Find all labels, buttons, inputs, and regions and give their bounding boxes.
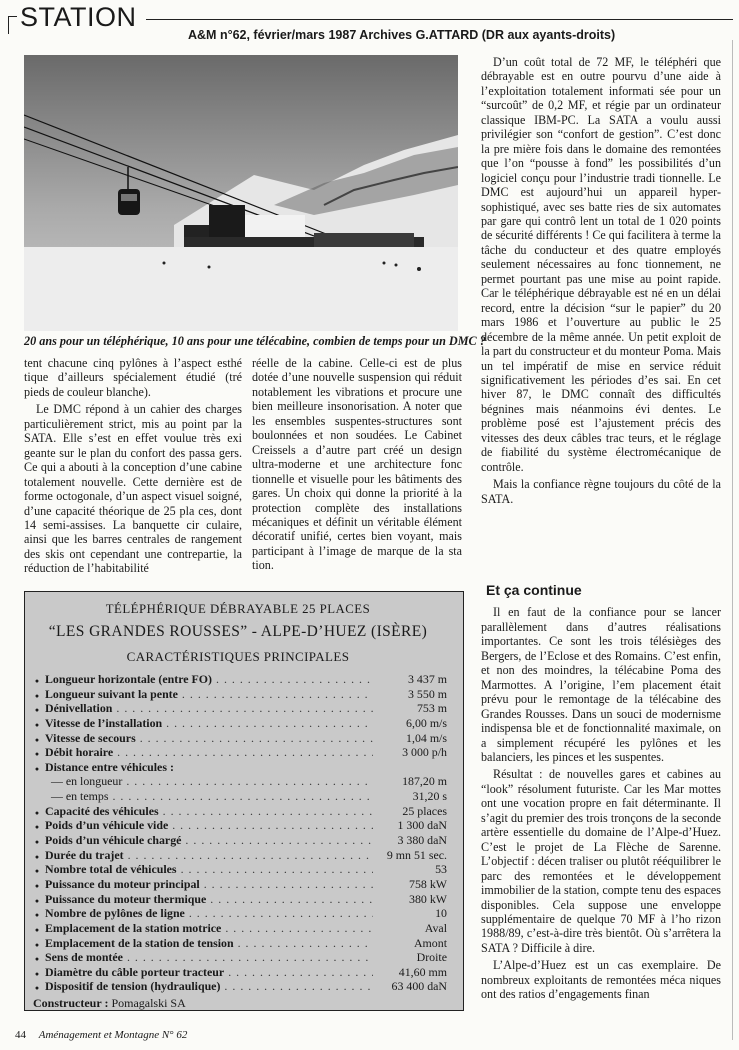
dot-leader bbox=[225, 921, 373, 936]
spec-label: Nombre de pylônes de ligne bbox=[45, 906, 185, 921]
spec-label: Distance entre véhicules : bbox=[45, 759, 174, 774]
dot-leader bbox=[238, 936, 373, 951]
text-line: SATA a voulu aussi privilégier son bbox=[481, 112, 721, 142]
text-line: pieds de couleur blanche). bbox=[24, 384, 151, 399]
text-line: de la télécabine des Grandes Rousses. bbox=[481, 692, 721, 721]
text-line: “look” résolument futuriste. Car les Mar bbox=[481, 781, 685, 796]
bullet-icon: ● bbox=[34, 750, 40, 759]
text-line: Bergers, de l’Eclose et des Romains. C’est bbox=[481, 648, 694, 663]
spec-value: 3 380 daN bbox=[397, 833, 447, 848]
spec-value: 1 300 daN bbox=[397, 818, 447, 833]
text-line: est de forme octogonale, d’un aspect visuel bbox=[24, 474, 242, 504]
spec-row bbox=[29, 687, 447, 702]
text-line: L’Alpe-d’Huez est un cas exemplaire. De bbox=[493, 958, 721, 973]
photo-caption: 20 ans pour un téléphérique, 10 ans pour une télécabine, combien de temps pour un DMC ? bbox=[24, 334, 486, 348]
spec-value: 25 places bbox=[402, 803, 447, 818]
text-line: remontées et le développement immobilier bbox=[481, 868, 721, 898]
spec-value: 187,20 m bbox=[402, 774, 447, 789]
box-section-heading: CARACTÉRISTIQUES PRINCIPALES bbox=[126, 649, 350, 664]
text-line: simplement récupéré les pylônes et les bbox=[496, 735, 721, 750]
text-line: Le DMC répond à un cahier des charges bbox=[36, 402, 242, 417]
text-line: disponibles. Cela suppose une enveloppe bbox=[481, 897, 721, 912]
text-line: précis des vitesses des deux câbles trac bbox=[481, 416, 721, 445]
spec-label: Poids d’un véhicule chargé bbox=[45, 833, 182, 848]
spec-row bbox=[29, 760, 447, 775]
dot-leader bbox=[185, 833, 373, 848]
text-line: tâche du conducteur et des quatre bbox=[481, 242, 675, 257]
spec-row bbox=[29, 936, 447, 951]
text-line: sai. En cet hiver 87, le DMC connaît des bbox=[481, 372, 721, 402]
dot-leader bbox=[210, 892, 373, 907]
page-edge bbox=[732, 40, 733, 1040]
text-line: la même année. Un petit exploit de la part bbox=[481, 329, 721, 359]
text-line: SATA. Elle s’est en effet voulue très exi bbox=[24, 431, 242, 446]
bullet-icon: ● bbox=[34, 955, 40, 964]
text-line: bien meilleure insonorisation. A noter que bbox=[252, 399, 462, 414]
spec-row bbox=[29, 774, 447, 789]
spec-value: 41,60 mm bbox=[398, 964, 447, 979]
bullet-icon: ● bbox=[34, 691, 40, 700]
text-line: que l’on “pousse à fond” les possibilités bbox=[481, 156, 699, 171]
text-line: domaine de l’Alpe-d’Huez. C’est le projet bbox=[481, 825, 721, 854]
spec-value: Amont bbox=[413, 935, 447, 950]
text-line: protection complète des installations bbox=[252, 500, 462, 515]
text-line: les ensembles suspentes-structures sont bbox=[252, 413, 462, 428]
text-line: ries de six automates par gare qui contrô bbox=[481, 199, 722, 228]
spec-label: Puissance du moteur thermique bbox=[45, 891, 207, 906]
spec-row bbox=[29, 672, 447, 687]
text-line: contrepartie, la réduction de l’habitabilité bbox=[24, 546, 242, 576]
specifications-box bbox=[24, 591, 464, 1011]
spec-value: 753 m bbox=[416, 701, 447, 716]
bullet-icon: ● bbox=[34, 925, 40, 934]
text-line: Résultat : de nouvelles gares et cabines au bbox=[493, 767, 721, 782]
archive-credit: A&M n°62, février/mars 1987 Archives G.ATTARD (DR aux ayants-droits) bbox=[188, 28, 616, 42]
spec-label: Capacité des véhicules bbox=[45, 803, 159, 818]
bullet-icon: ● bbox=[34, 940, 40, 949]
spec-label: Vitesse de secours bbox=[45, 730, 136, 745]
text-line: et l’ouverture au public le 25 décembre de bbox=[481, 315, 721, 344]
text-line: appareil hyper-sophistiqué, avec ses batte bbox=[481, 185, 721, 214]
text-line: tion. bbox=[252, 558, 274, 573]
text-line: réduit significativement les périodes d’es bbox=[481, 358, 721, 387]
subheading: Et ça continue bbox=[486, 582, 582, 598]
spec-row bbox=[29, 818, 447, 833]
bullet-icon: ● bbox=[34, 764, 40, 773]
text-line: tronçons de la seconde artère essentielle du bbox=[481, 810, 721, 840]
text-line: différents ! Ce qui facilitera à terme la bbox=[536, 228, 721, 243]
photo-illustration bbox=[24, 55, 458, 331]
bullet-icon: ● bbox=[34, 735, 40, 744]
text-line: participant à l’image de marque de la sta bbox=[252, 543, 462, 558]
spec-value: 380 kW bbox=[409, 891, 447, 906]
dot-leader bbox=[189, 906, 373, 921]
text-line: culaire, ainsi que les barres centrales de bbox=[24, 517, 242, 547]
spec-row bbox=[29, 965, 447, 980]
dot-leader bbox=[163, 804, 373, 819]
text-line: tionnelle. Le DMC est aujourd’hui un bbox=[481, 170, 722, 200]
spec-row bbox=[29, 892, 447, 907]
text-line: mottes ont une vocation propre en fait bbox=[481, 781, 721, 811]
text-line: par un ordinateur classique IBM-PC. La bbox=[481, 98, 722, 127]
text-line: tent chacune cinq pylônes à l’aspect esthé bbox=[24, 356, 242, 370]
spec-value: 63 400 daN bbox=[391, 979, 447, 994]
text-line: importantes. Ce sont les trois télésièges des bbox=[481, 634, 721, 649]
spec-row bbox=[29, 906, 447, 921]
article-column-3 bbox=[481, 55, 721, 506]
spec-row bbox=[29, 921, 447, 936]
text-line: décoratif unifié, certes bien voyant, mais bbox=[252, 529, 462, 544]
box-title: TÉLÉPHÉRIQUE DÉBRAYABLE 25 PLACES bbox=[105, 602, 371, 616]
spec-value: 3 550 m bbox=[408, 686, 447, 701]
bullet-icon: ● bbox=[34, 720, 40, 729]
text-line: parallèlement dans d’autres réalisations bbox=[481, 619, 721, 634]
spec-label: Diamètre du câble porteur tracteur bbox=[45, 964, 225, 979]
spec-row bbox=[29, 848, 447, 863]
text-line: D’un coût total de 72 MF, le téléphéri bbox=[493, 55, 698, 69]
spec-value: 3 437 m bbox=[408, 672, 447, 686]
dot-leader bbox=[228, 965, 373, 980]
spec-row bbox=[29, 745, 447, 760]
dot-leader bbox=[116, 701, 373, 716]
text-line: difficultés bégnines mais néanmoins évi bbox=[481, 387, 721, 416]
spec-value: 31,20 s bbox=[412, 789, 447, 804]
bullet-icon: ● bbox=[34, 838, 40, 847]
article-column-2 bbox=[252, 356, 462, 573]
bullet-icon: ● bbox=[34, 808, 40, 817]
text-line: débrayable est né en un délai record, entre bbox=[481, 286, 721, 315]
text-line: ble et de fonctionnalité maximale, on a bbox=[481, 721, 721, 750]
text-line: du constructeur et du monteur Poma. bbox=[514, 344, 697, 359]
spec-value: 10 bbox=[435, 906, 447, 921]
text-line: Mais un tel impératif de mise en service bbox=[481, 344, 722, 373]
spec-row bbox=[29, 716, 447, 731]
text-line: supplémentaire de quelque 70 MF à l’ho bbox=[481, 911, 691, 926]
spec-label: Vitesse de l’installation bbox=[45, 715, 163, 730]
text-line: Creissels a d’autre part créé un design bbox=[252, 442, 462, 457]
spec-row bbox=[29, 862, 447, 877]
section-title: STATION bbox=[20, 2, 137, 32]
spec-label: Longueur horizontale (entre FO) bbox=[45, 672, 213, 686]
text-line: dotée d’une nouvelle suspension qui réduit bbox=[252, 370, 462, 385]
text-line: particulièrement strict, mis au point par la bbox=[24, 416, 242, 431]
text-line: “confort de gestion”. C’est donc la pre bbox=[481, 127, 722, 156]
text-line: rangement des skis ont cependant une bbox=[24, 532, 242, 561]
spec-value: 758 kW bbox=[409, 876, 447, 891]
text-line: la décision “sur le papier” du 20 mars 1986 bbox=[481, 300, 721, 330]
bullet-icon: ● bbox=[34, 984, 40, 993]
spec-label: Débit horaire bbox=[45, 745, 114, 760]
text-line: que débrayable est en outre pourvu d’une bbox=[481, 55, 721, 84]
text-line: cabine totalement nouvelle. Cette dernière bbox=[24, 460, 242, 489]
dot-leader bbox=[140, 731, 373, 746]
constructor-label: Constructeur : bbox=[33, 996, 109, 1011]
bullet-icon: ● bbox=[34, 969, 40, 978]
text-line: tique d’ailleurs spécialement étudié (tré bbox=[24, 370, 242, 385]
spec-value: 9 mn 51 sec. bbox=[386, 847, 447, 862]
dot-leader bbox=[117, 745, 373, 760]
constructor-line bbox=[29, 996, 447, 1011]
spec-value: 53 bbox=[435, 862, 447, 877]
text-line: Poma des Marmottes. A l’origine, l’em bbox=[481, 663, 721, 692]
spec-label: Sens de montée bbox=[45, 950, 123, 965]
text-line: balanciers, les pinces et les suspentes. bbox=[481, 749, 665, 764]
bullet-icon: ● bbox=[34, 823, 40, 832]
header-rule bbox=[146, 19, 733, 20]
text-line: ultra-moderne et une architecture fonc bbox=[252, 457, 462, 472]
dot-leader bbox=[216, 672, 373, 687]
dot-leader bbox=[172, 818, 373, 833]
text-line: nombreux exploitants de remontées méca bbox=[481, 972, 686, 987]
header-rule bbox=[8, 16, 17, 17]
spec-list bbox=[29, 672, 447, 994]
text-line: déterminante. Il s’agit du premier des trois bbox=[481, 796, 722, 825]
text-line: mécaniques et définit un véritable élément bbox=[252, 514, 462, 529]
dot-leader bbox=[112, 789, 373, 804]
spec-label: Dispositif de tension (hydraulique) bbox=[45, 979, 221, 994]
publication-name: Aménagement et Montagne N° 62 bbox=[38, 1029, 188, 1041]
text-line: de La Flèche de Sarenne. L’objectif : décen bbox=[481, 839, 721, 869]
spec-label: Nombre total de véhicules bbox=[45, 862, 177, 877]
spec-value: 6,00 m/s bbox=[406, 715, 447, 730]
text-line: boulonnées et non soudées. Le Cabinet bbox=[252, 428, 462, 443]
dot-leader bbox=[166, 716, 373, 731]
spec-label: — en temps bbox=[51, 789, 109, 804]
spec-row bbox=[29, 950, 447, 965]
cable-car-photo bbox=[24, 55, 458, 331]
page-number: 44 bbox=[15, 1029, 26, 1041]
bullet-icon: ● bbox=[34, 706, 40, 715]
header-rule bbox=[8, 16, 9, 34]
text-line: ces, dont 14 semi-assises. La banquette cir bbox=[24, 503, 242, 532]
spec-value: 1,04 m/s bbox=[406, 730, 447, 745]
spec-label: Puissance du moteur principal bbox=[45, 876, 200, 891]
page-footer bbox=[15, 1029, 187, 1041]
text-line: niques ont des ratios d’engagements finan bbox=[481, 972, 721, 1002]
spec-row bbox=[29, 731, 447, 746]
dot-leader bbox=[182, 687, 373, 702]
bullet-icon: ● bbox=[34, 677, 40, 685]
text-line: placement était prévu pour le remontage bbox=[481, 677, 722, 707]
spec-row bbox=[29, 701, 447, 716]
dot-leader bbox=[224, 979, 373, 994]
text-line: soigné, d’une capacité théorique de 25 pla bbox=[24, 489, 242, 518]
article-column-3-continued bbox=[481, 583, 721, 1002]
text-line: côté de la SATA. bbox=[481, 477, 721, 506]
spec-label: Dénivellation bbox=[45, 701, 113, 716]
text-line: enfin, et non des moindres, la télécabine bbox=[481, 648, 721, 678]
dot-leader bbox=[127, 950, 373, 965]
text-line: geante sur le plan du confort des passa bbox=[24, 445, 216, 460]
text-line: d’un logiciel conçu pour l’industrie tradi bbox=[481, 156, 721, 185]
text-line: notablement les vibrations et procure une bbox=[252, 384, 462, 399]
spec-label: — en longueur bbox=[51, 774, 123, 789]
text-line: réelle de la cabine. Celle-ci est de plus bbox=[252, 356, 462, 370]
text-line: dentes. Le problème posé est l’ajustement bbox=[481, 401, 721, 431]
spec-label: Emplacement de la station de tension bbox=[45, 935, 234, 950]
text-line: tionnelle et visuelle pour les bâtiments des bbox=[252, 471, 462, 486]
text-line: électromécanique de contrôle. bbox=[481, 445, 721, 474]
dot-leader bbox=[181, 862, 373, 877]
spec-value: Aval bbox=[424, 920, 447, 935]
text-line: teurs, et le réglage de fiabilité du système bbox=[481, 430, 721, 460]
text-line: Mais la confiance règne toujours du bbox=[493, 477, 674, 492]
box-subtitle: “LES GRANDES ROUSSES” - ALPE-D’HUEZ (ISÈRE) bbox=[48, 623, 428, 640]
dot-leader bbox=[204, 877, 373, 892]
text-line: s’arrêtera la SATA ? Difficile à dire. bbox=[481, 926, 721, 955]
bullet-icon: ● bbox=[34, 881, 40, 890]
bullet-icon: ● bbox=[34, 911, 40, 920]
spec-row bbox=[29, 789, 447, 804]
spec-row bbox=[29, 833, 447, 848]
dot-leader bbox=[128, 848, 373, 863]
spec-value: Droite bbox=[416, 950, 447, 965]
spec-value: 3 000 p/h bbox=[402, 745, 447, 760]
page-header bbox=[8, 2, 733, 42]
text-line: gers. Ce qui a abouti à la conception d’une bbox=[24, 445, 242, 475]
spec-label: Poids d’un véhicule vide bbox=[45, 818, 169, 833]
text-line: lent un total de 1 020 points de sécurité bbox=[481, 213, 721, 243]
spec-label: Durée du trajet bbox=[45, 847, 124, 862]
text-line: Dans un souci de modernisme indispensa bbox=[481, 706, 721, 736]
bullet-icon: ● bbox=[34, 867, 40, 876]
text-line: mise au point rapide. Car le téléphérique bbox=[481, 271, 721, 301]
dot-leader bbox=[126, 774, 373, 789]
text-line: employés seulement nécessaires au fonc bbox=[481, 242, 721, 272]
spec-row bbox=[29, 804, 447, 819]
constructor-value: Pomagalski SA bbox=[111, 996, 186, 1011]
spec-label: Emplacement de la station motrice bbox=[45, 920, 222, 935]
spec-label: Longueur suivant la pente bbox=[45, 686, 178, 701]
spec-row bbox=[29, 877, 447, 892]
text-line: aide à l’exploitation totalement informati bbox=[481, 69, 721, 98]
text-line: sée pour un “surcoût” de 0,2 MF, et régie bbox=[481, 83, 721, 113]
bullet-icon: ● bbox=[34, 896, 40, 905]
text-line: mière fois dans le domaine des remontées bbox=[513, 141, 722, 156]
text-line: gares. Un choix qui donne la priorité à la bbox=[252, 486, 462, 501]
bullet-icon: ● bbox=[34, 852, 40, 861]
text-line: Il en faut de la confiance pour se lancer bbox=[493, 605, 721, 620]
text-line: rizon 1988/89, c’est-à-dire très bientôt. Où bbox=[481, 911, 721, 941]
text-line: traliser ou plutôt rééquilibrer le parc des bbox=[481, 854, 721, 883]
spec-row bbox=[29, 979, 447, 994]
article-column-1 bbox=[24, 356, 242, 576]
text-line: tionnement, ne permet pourtant pas une bbox=[481, 257, 721, 286]
text-line: de la station, compte tenu des espaces bbox=[537, 883, 721, 898]
